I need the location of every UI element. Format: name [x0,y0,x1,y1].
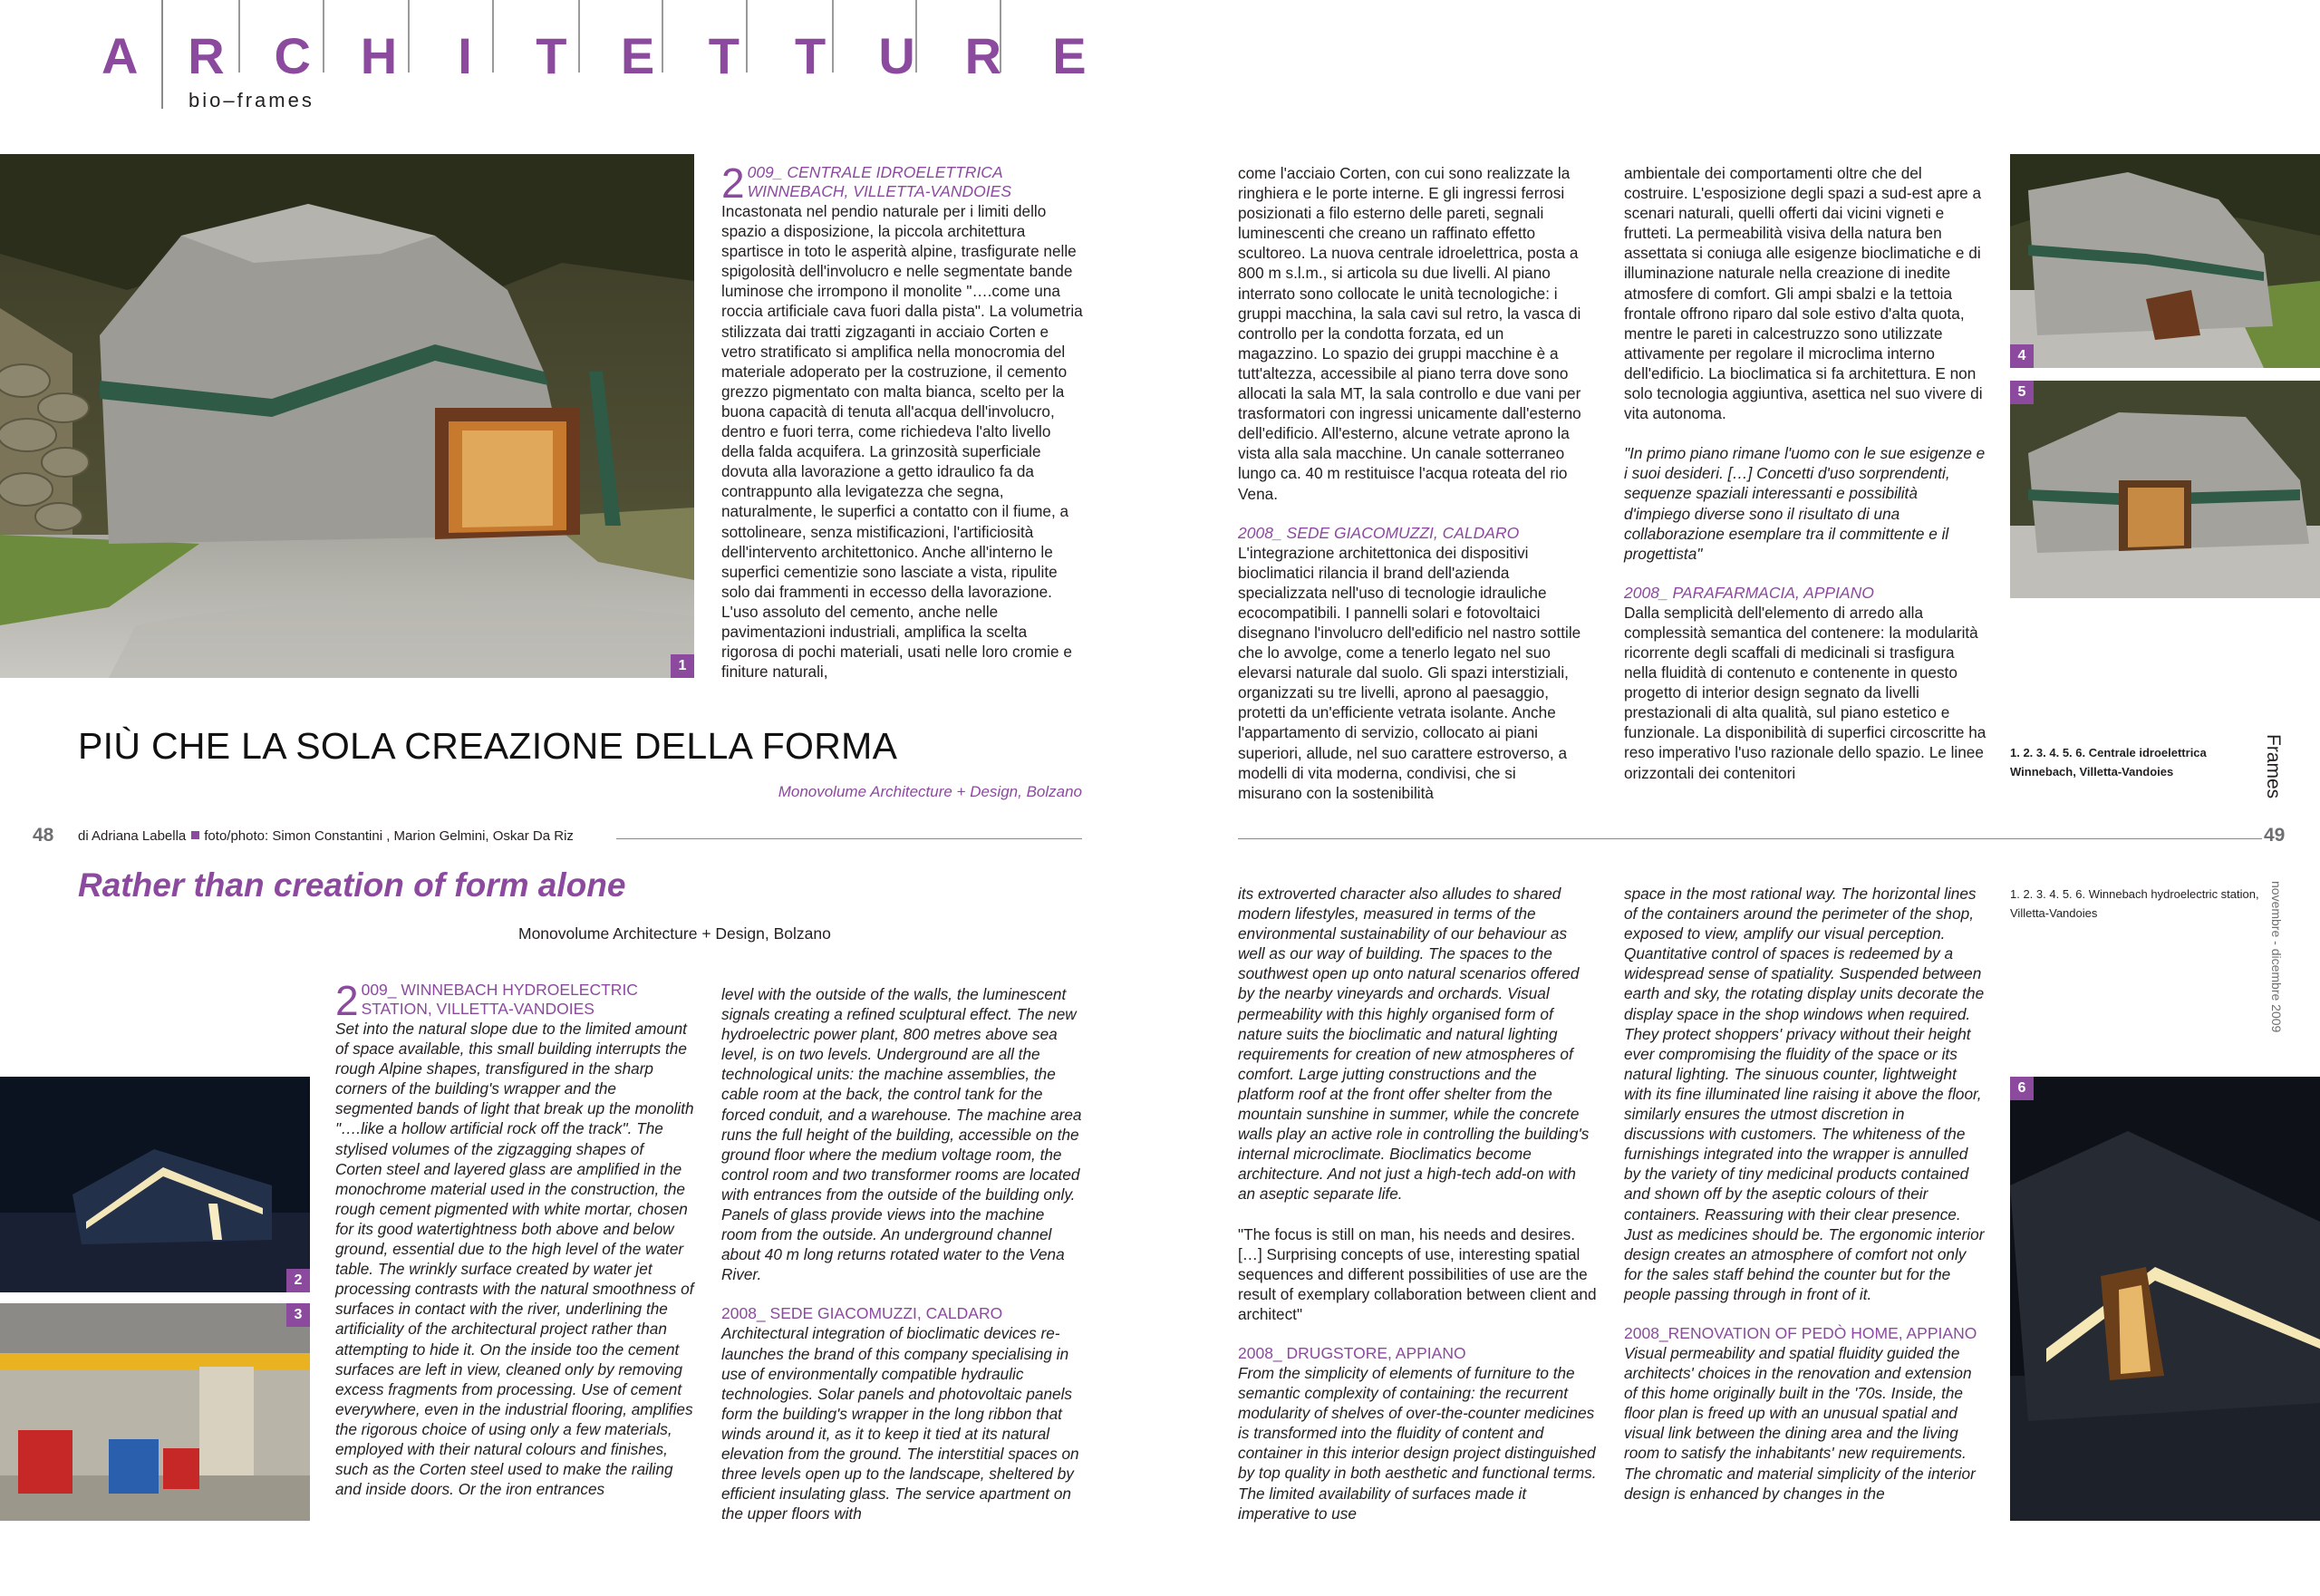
side-label-frames: Frames [2263,734,2284,799]
photo-caption-en: 1. 2. 3. 4. 5. 6. Winnebach hydroelectric station, Villetta-Vandoies [2010,887,2259,920]
article-column-en-3 [1238,884,1597,1523]
section-heading: 2 009_ WINNEBACH HYDROELECTRIC STATION, VILLETTA-VANDOIES [335,977,638,1024]
header-letter: C [274,26,311,84]
page-number-right: 49 [2264,825,2286,846]
paragraph: From the simplicity of elements of furniture to the semantic complexity of containing: the recurrent modularity of shelves of over-the-counter medicines is transformed into the fluidity of content and container in this interior design project distinguished by top quality in both aesthetic and functional terms. The limited availability of surfaces made it imperative to use [1238,1363,1597,1523]
photo-number-badge: 3 [286,1303,310,1327]
article-column-it-2 [1238,163,1582,803]
section-heading: 2008_ PARAFARMACIA, APPIANO [1624,583,1874,602]
header-letter: H [360,26,398,84]
paragraph: ambientale dei comportamenti oltre che del costruire. L'esposizione degli spazi a sud-est apre a scenari naturali, quelli offerti dai vicini vigneti e frutteti. La permeabilità visiva della natura ben assettata si coniuga alle esigenze bioclimatiche e di illuminazione naturale nella creazione di inedite atmosfere di comfort. Gli ampi sbalzi e la tettoia frontale offrono riparo dal sole estivo d'alta quota, mentre le pareti in calcestruzzo sono utilizzate attivamente per regolare il microclima interno dell'edificio. La bioclimatica si fa architettura. E non solo tecnologia aggiuntiva, asettica nel suo vivere di vita autonoma. [1624,164,1983,423]
section-heading: 2008_ DRUGSTORE, APPIANO [1238,1343,1466,1362]
paragraph: L'integrazione architettonica dei dispositivi bioclimatici rilancia il brand dell'azienda specializzata nell'uso di tecnologie idrauliche ecocompatibili. I pannelli solari e fotovoltaici disegnano l'involucro dell'edificio nel nastro sottile che lo avvolge, come a tenerlo legato nel suo elevarsi naturale dal suolo. Gli spazi interstiziali, organizzati su tre livelli, aprono al paesaggio, protetti da un'efficiente vetrata isolante. Anche l'appartamento di servizio, collocato ai piani superiori, allude, nel suo carattere estroverso, a modelli di vita moderna, condivisi, che si misurano con la sostenibilità [1238,543,1581,802]
paragraph: Architectural integration of bioclimatic devices re-launches the brand of this company specialising in use of environmentally compatible hydraulic technologies. Solar panels and photovoltaic panels form the building's wrapper in the long ribbon that winds around it, as it to keep it tied at its natural elevation from the ground. The interstitial spaces on three levels open up to the landscape, sheltered by efficient insulating glass. The service apartment on the upper floors with [721,1324,1079,1523]
divider-rule-left [616,838,1082,839]
pull-quote: "In primo piano rimane l'uomo con le sue esigenze e i suoi desideri. […] Concetti d'uso sorprendenti, sequenze spaziali interessanti e possibilità d'impiego diverse sono il risultato di una collaborazione esemplare tra il committente e il progettista" [1624,444,1986,563]
section-heading: 2008_ SEDE GIACOMUZZI, CALDARO [721,1304,1003,1323]
bullet-square [191,831,199,839]
photo-credit: foto/photo: Simon Constantini , Marion Gelmini, Oskar Da Riz [204,828,574,844]
header-letter: R [964,26,1002,84]
header-letter: I [458,26,472,84]
photo-number-badge: 5 [2010,381,2034,404]
header-letter: T [536,26,567,84]
paragraph: Visual permeability and spatial fluidity guided the architects' choices in the renovation and extension of this home originally built in the '70s. Inside, the floor plan is freed up with an unusual spatial and visual link between the dining area and the living room to satisfy the inhabitants' new requirements. The chromatic and material simplicity of the interior design is enhanced by changes in the [1624,1343,1976,1503]
header-letter: E [620,26,655,84]
article-title-it: PIÙ CHE LA SOLA CREAZIONE DELLA FORMA [78,725,898,767]
header-letter: R [188,26,225,84]
header-letter: U [878,26,915,84]
article-title-en: Rather than creation of form alone [78,866,626,904]
drop-cap: 2 [335,977,359,1024]
photo-building-night-side [2010,1077,2320,1521]
article-column-it-1 [721,160,1084,682]
paragraph: Dalla semplicità dell'elemento di arredo alla complessità semantica del contenere: la modularità ricorrente degli scaffali di medicinali si trasfigura nella fluidità di contenuto e contenente in questo progetto di interior design segnato da livelli prestazionali di alta qualità, sul piano estetico e funzionale. La disponibilità di superfici circoscritte ha reso imperativo l'uso razionale dello spazio. Le linee orizzontali dei contenitori [1624,603,1986,782]
divider-rule-right [1238,838,2262,839]
section-title-architetture [102,20,1088,91]
author-credit: di Adriana Labella [78,828,187,844]
paragraph: Incastonata nel pendio naturale per i limiti dello spazio a disposizione, la piccola architettura spartisce in toto le asperità alpine, trasfigurate nelle spigolosità dell'involucro e nelle segmentate bande luminose che irrompono il monolite "….come una roccia artificiale cava fuori dalla pista". La volumetria stilizzata dai tratti zigzaganti in acciaio Corten e vetro stratificato si amplifica nella monocromia del materiale adoperato per la costruzione, il cemento grezzo pigmentato con malta bianca, scelto per la buona capacità di tenuta all'acqua dell'involucro, dentro e fuori terra, come richiedeva l'alto livello della falda acquifera. La grinzosità superficiale dovuta alla lavorazione a getto idraulico fa da contrappunto alla levigatezza che segna, naturalmente, le superfici a contatto con il fiume, a sottolineare, senza mistificazioni, l'artificiosità dell'intervento architettonico. Anche all'interno le superfici cementizie sono lasciate a vista, ripulite solo dai frammenti in eccesso della lavorazione. L'uso assoluto del cemento, anche nelle pavimentazioni industriali, amplifica la scelta rigorosa di pochi materiali, usati nelle loro cromie e finiture naturali, [721,202,1083,682]
section-subtitle: bio–frames [188,89,314,111]
studio-credit-en: Monovolume Architecture + Design, Bolzano [518,924,831,943]
byline [78,828,574,844]
photo-building-night [0,1077,310,1292]
photo-machine-room-interior [0,1303,310,1521]
photo-number-badge: 1 [671,654,694,678]
article-column-en-2 [721,984,1084,1523]
paragraph: its extroverted character also alludes to shared modern lifestyles, measured in terms of the environmental sustainability of our behaviour as well as our way of building. The spaces to the southwest open up onto natural scenarios offered by the nearby vineyards and orchards. Visual permeability with this highly organised form of nature suits the bioclimatic and natural lighting requirements for creation of new atmospheres of comfort. Large jutting constructions and the platform roof at the front offer shelter from the mountain sunshine in summer, while the concrete walls play an active role in controlling the building's internal microclimate. Bioclimatics become architecture. And not just a high-tech add-on with an aseptic separate life. [1238,885,1590,1204]
page-number-left: 48 [33,825,54,846]
paragraph: Set into the natural slope due to the limited amount of space available, this small building interrupts the rough Alpine shapes, transfigured in the sharp corners of the building's wrapper and the segmented bands of light that break up the monolith "….like a hollow artificial rock off the track". The stylised volumes of the zigzagging shapes of Corten steel and layered glass are amplified in the monochrome material used in the construction, the rough cement pigmented with white mortar, chosen for its good watertightness both above and below ground, essential due to the high level of the water table. The wrinkly surface created by water jet processing contrasts with the natural smoothness of surfaces in contact with the river, underlining the artificiality of the architectural project rather than attempting to hide it. On the inside too the cement surfaces are left in view, cleaned only by removing excess fragments from processing. Use of cement everywhere, even in the industrial flooring, amplifies the rigorous choice of using only a few materials, employed with their natural colours and finishes, such as the Corten steel used to make the railing and inside doors. Or the iron entrances [335,1020,694,1499]
paragraph: level with the outside of the walls, the luminescent signals creating a refined sculptural effect. The new hydroelectric power plant, 800 metres above sea level, is on two levels. Underground are all the technological units: the machine assemblies, the cable room at the back, the control tank for the forced conduit, and a warehouse. The machine area runs the full height of the building, accessible on the ground floor where the medium voltage room, the control room and two transformer rooms are located with entrances from the outside of the building only. Panels of glass provide views into the machine room from the outside. An underground channel about 40 m long returns rotated water to the Vena River. [721,985,1082,1284]
photo-building-side-view [2010,154,2320,368]
pull-quote: "The focus is still on man, his needs and desires. […] Surprising concepts of use, interesting spatial sequences and different possibilities of use are the result of exemplary collaboration between client and architect" [1238,1224,1597,1323]
header-letter: E [1052,26,1087,84]
drop-cap: 2 [721,160,745,207]
header-letter: T [795,26,826,84]
photo-number-badge: 4 [2010,344,2034,368]
side-label-issue-date: novembre - dicembre 2009 [2269,881,2284,1033]
article-column-en-1 [335,977,694,1499]
article-column-en-4 [1624,884,1986,1504]
paragraph: space in the most rational way. The horizontal lines of the containers around the perimeter of the shop, exposed to view, amplify our visual perception. Quantitative control of spaces is redeemed by a widespread sense of spatiality. Suspended between earth and sky, the rotating display units decorate the display space in the shop windows when required. They protect shoppers' privacy without their height ever compromising the fluidity of the space or its natural lighting. The sinuous counter, lightweight with its fine illuminated line raising it above the floor, similarly ensures the utmost discretion in discussions with customers. The whiteness of the furnishings integrated into the wrapper is annulled by the variety of tiny medicinal products contained and shown off by the aseptic colours of their containers. Reassuring with their clear presence. Just as medicines should be. The ergonomic interior design creates an atmosphere of comfort not only for the sales staff behind the counter but for the people passing through in front of it. [1624,885,1985,1303]
photo-building-front-view [2010,381,2320,598]
section-heading: 2 009_ CENTRALE IDROELETTRICA WINNEBACH, VILLETTA-VANDOIES [721,160,1011,207]
photo-caption-it: 1. 2. 3. 4. 5. 6. Centrale idroelettrica Winnebach, Villetta-Vandoies [2010,746,2207,779]
header-letter: T [708,26,740,84]
section-heading: 2008_RENOVATION OF PEDÒ HOME, APPIANO [1624,1323,1977,1342]
photo-number-badge: 6 [2010,1077,2034,1100]
photo-hydroelectric-exterior [0,154,694,678]
article-column-it-3 [1624,163,1986,783]
photo-number-badge: 2 [286,1269,310,1292]
paragraph: come l'acciaio Corten, con cui sono realizzate la ringhiera e le porte interne. E gli ingressi ferrosi posizionati a filo esterno delle pareti, segnali luminescenti che creano un raffinato effetto scultoreo. La nuova centrale idroelettrica, posta a 800 m s.l.m., si articola su due livelli. Al piano interrato sono collocate le unità tecnologiche: i gruppi macchina, la sala cavi sul retro, la vasca di controllo per la condotta forzata, ed un magazzino. Lo spazio dei gruppi macchine è a tutt'altezza, accessibile al piano terra dove sono allocati la sala MT, la sala controllo e due vani per trasformatori con ingressi unicamente dall'esterno dell'edificio. All'esterno, alcune vetrate aprono la vista alla sala macchine. Un canale sotterraneo lungo ca. 40 m restituisce l'acqua roteata del rio Vena. [1238,164,1581,503]
section-heading: 2008_ SEDE GIACOMUZZI, CALDARO [1238,523,1520,542]
studio-credit-it: Monovolume Architecture + Design, Bolzano [778,783,1082,800]
header-letter: A [102,26,139,84]
